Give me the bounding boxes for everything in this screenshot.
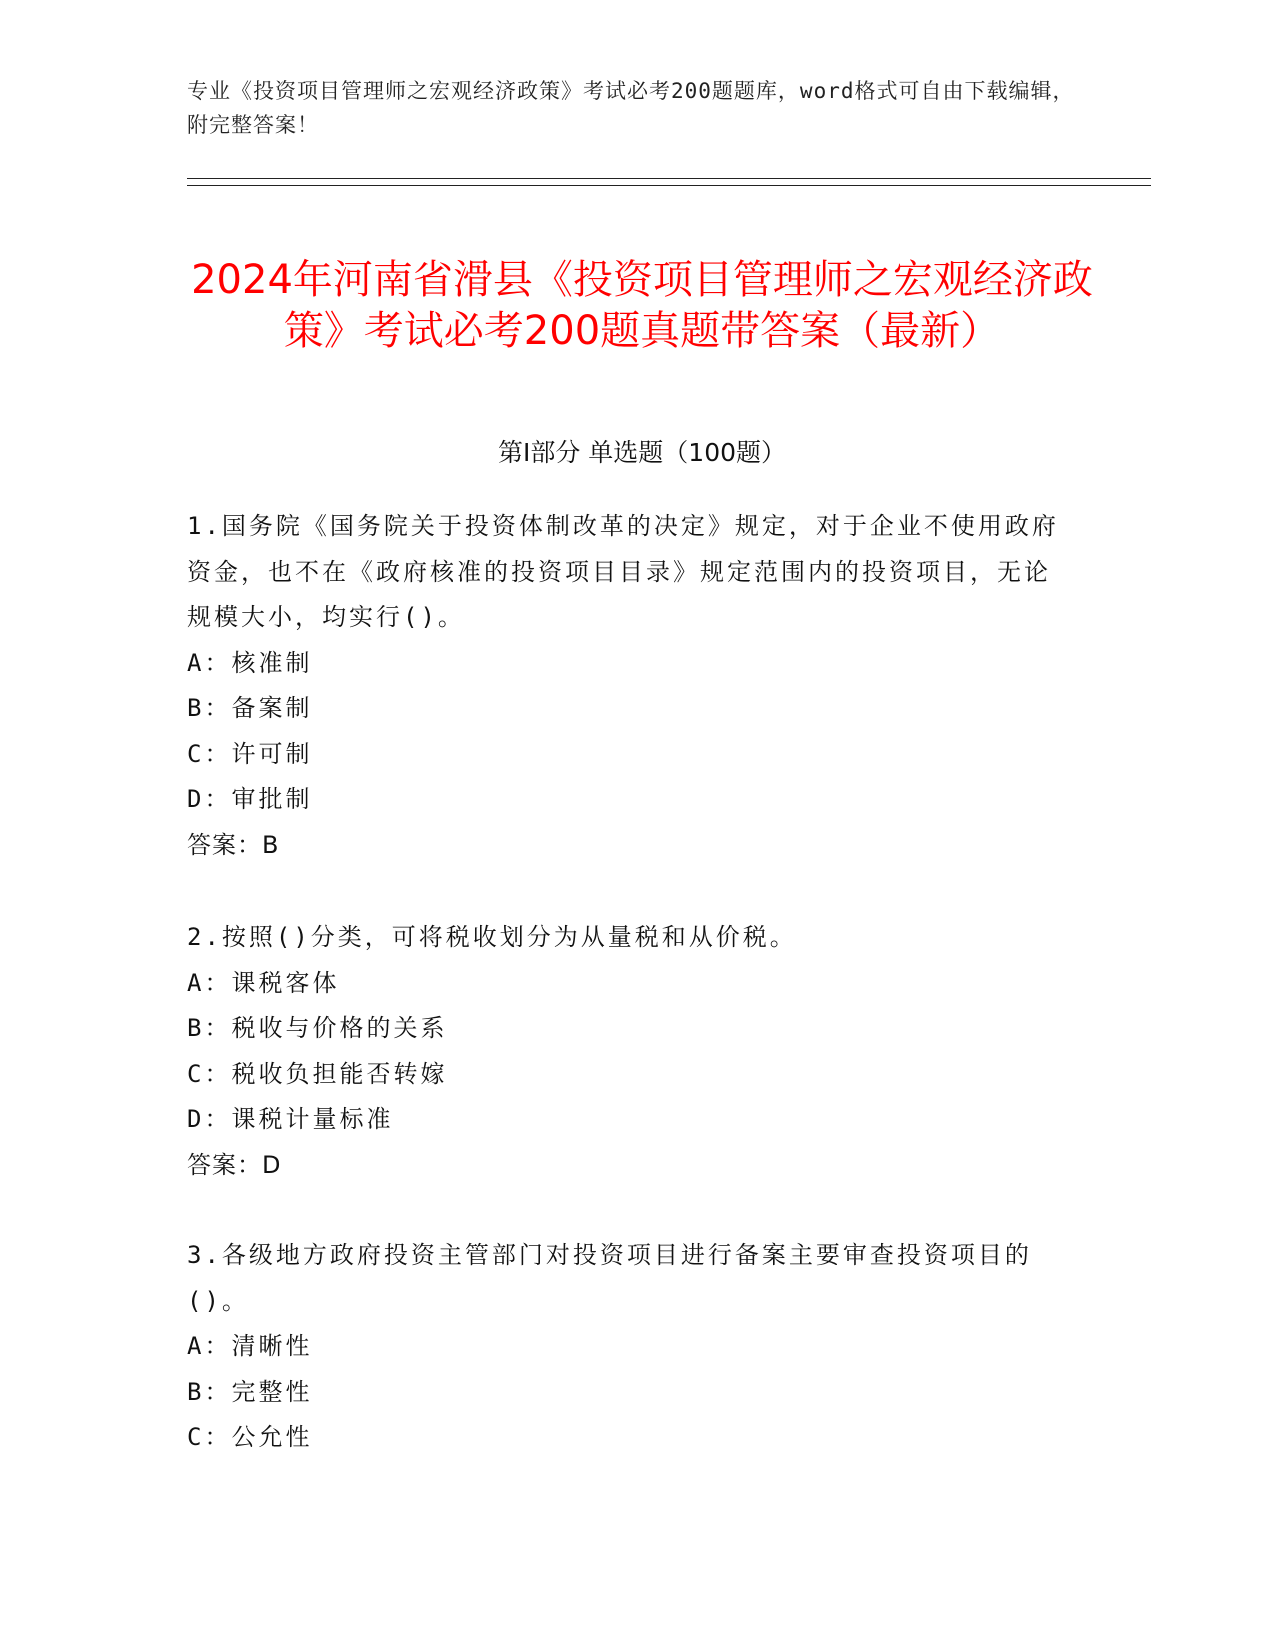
document-title: 2024年河南省滑县《投资项目管理师之宏观经济政策》考试必考200题真题带答案（最新） [191, 256, 1093, 354]
section-heading: 第I部分 单选题（100题） [497, 438, 787, 467]
question-2 [187, 915, 1067, 1188]
question-stem: 3.各级地方政府投资主管部门对投资项目进行备案主要审查投资项目的()。 [187, 1241, 1032, 1315]
question-1 [187, 504, 1067, 868]
option-a: A：清晰性 [187, 1332, 313, 1360]
question-stem: 1.国务院《国务院关于投资体制改革的决定》规定，对于企业不使用政府资金，也不在《政府核准的投资项目目录》规定范围内的投资项目，无论规模大小，均实行()。 [187, 512, 1059, 631]
answer: 答案：B [187, 830, 280, 859]
header-note: 专业《投资项目管理师之宏观经济政策》考试必考200题题库，word格式可自由下载编辑，附完整答案！ [187, 79, 1075, 137]
option-c: C：税收负担能否转嫁 [187, 1059, 448, 1088]
option-b: B：备案制 [187, 694, 313, 722]
header-rule-bottom [187, 185, 1151, 186]
question-stem: 2.按照()分类，可将税收划分为从量税和从价税。 [187, 923, 797, 951]
question-3 [187, 1233, 1067, 1461]
option-d: D：课税计量标准 [187, 1105, 394, 1133]
option-c: C：许可制 [187, 739, 313, 768]
option-a: A：课税客体 [187, 968, 340, 997]
option-d: D：审批制 [187, 785, 313, 813]
header-rule-top [187, 178, 1151, 179]
option-c: C：公允性 [187, 1423, 313, 1451]
option-b: B：完整性 [187, 1377, 313, 1406]
answer: 答案：D [187, 1150, 282, 1179]
option-a: A：核准制 [187, 648, 313, 677]
option-b: B：税收与价格的关系 [187, 1014, 448, 1042]
